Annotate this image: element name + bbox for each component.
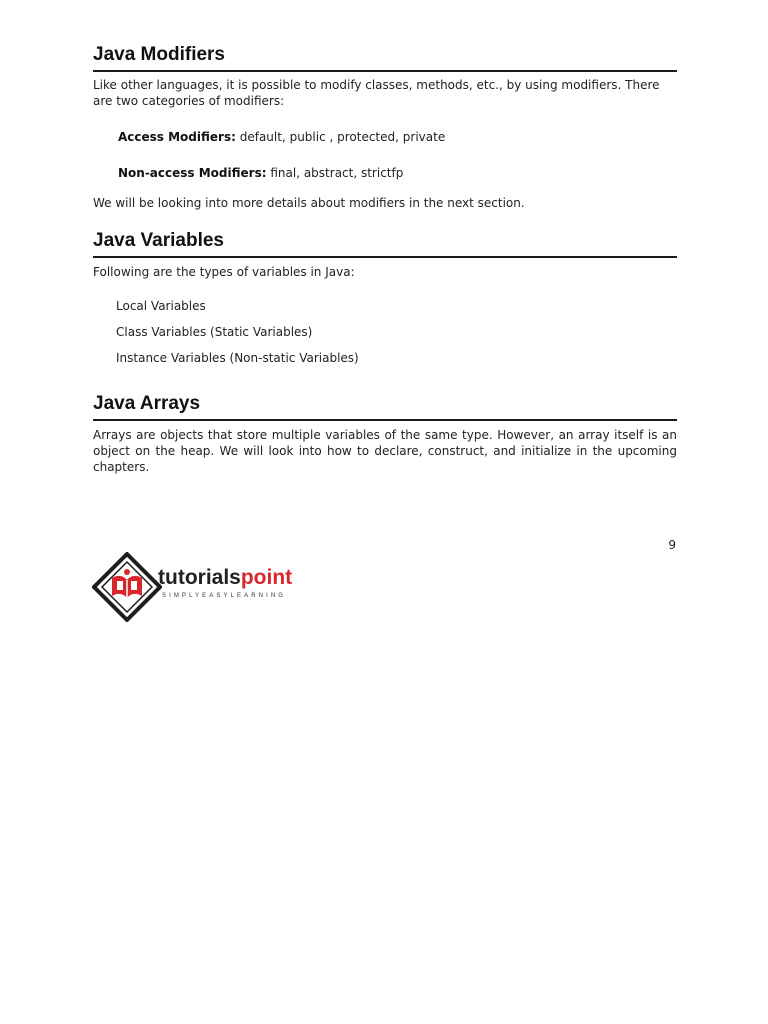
- tutorialspoint-logo: [92, 552, 337, 622]
- heading-java-variables: Java Variables: [93, 230, 677, 258]
- modifiers-intro: Like other languages, it is possible to modify classes, methods, etc., by using modifiers. There are two categories of modifiers:: [93, 78, 660, 108]
- section-java-arrays: [93, 393, 677, 475]
- nonaccess-modifiers-values: final, abstract, strictfp: [266, 166, 404, 180]
- variables-list: [93, 298, 677, 366]
- nonaccess-modifiers-line: [93, 165, 677, 181]
- list-item: Local Variables: [116, 299, 206, 313]
- heading-java-modifiers: Java Modifiers: [93, 44, 677, 72]
- heading-java-arrays: Java Arrays: [93, 393, 677, 421]
- access-modifiers-line: [93, 129, 677, 145]
- logo-emblem-icon: [92, 552, 162, 622]
- modifiers-outro: We will be looking into more details about modifiers in the next section.: [93, 196, 525, 210]
- logo-text-point: point: [240, 566, 293, 589]
- access-modifiers-label: Access Modifiers:: [118, 130, 236, 144]
- page-number: 9: [668, 538, 676, 552]
- list-item: Class Variables (Static Variables): [116, 325, 313, 339]
- list-item: Instance Variables (Non-static Variables): [116, 351, 359, 365]
- logo-wordmark: [158, 566, 292, 590]
- logo-tagline: SIMPLYEASYLEARNING: [162, 593, 287, 599]
- access-modifiers-values: default, public , protected, private: [235, 130, 446, 144]
- variables-intro: Following are the types of variables in Java:: [93, 265, 355, 279]
- arrays-body: Arrays are objects that store multiple variables of the same type. However, an array itself is an object on the heap. We will look into how to declare, construct, and initialize in the upcoming chapters.: [93, 428, 677, 474]
- section-java-modifiers: [93, 44, 677, 211]
- logo-text-tutorials: tutorials: [158, 566, 241, 589]
- section-java-variables: [93, 230, 677, 366]
- nonaccess-modifiers-label: Non-access Modifiers:: [118, 166, 267, 180]
